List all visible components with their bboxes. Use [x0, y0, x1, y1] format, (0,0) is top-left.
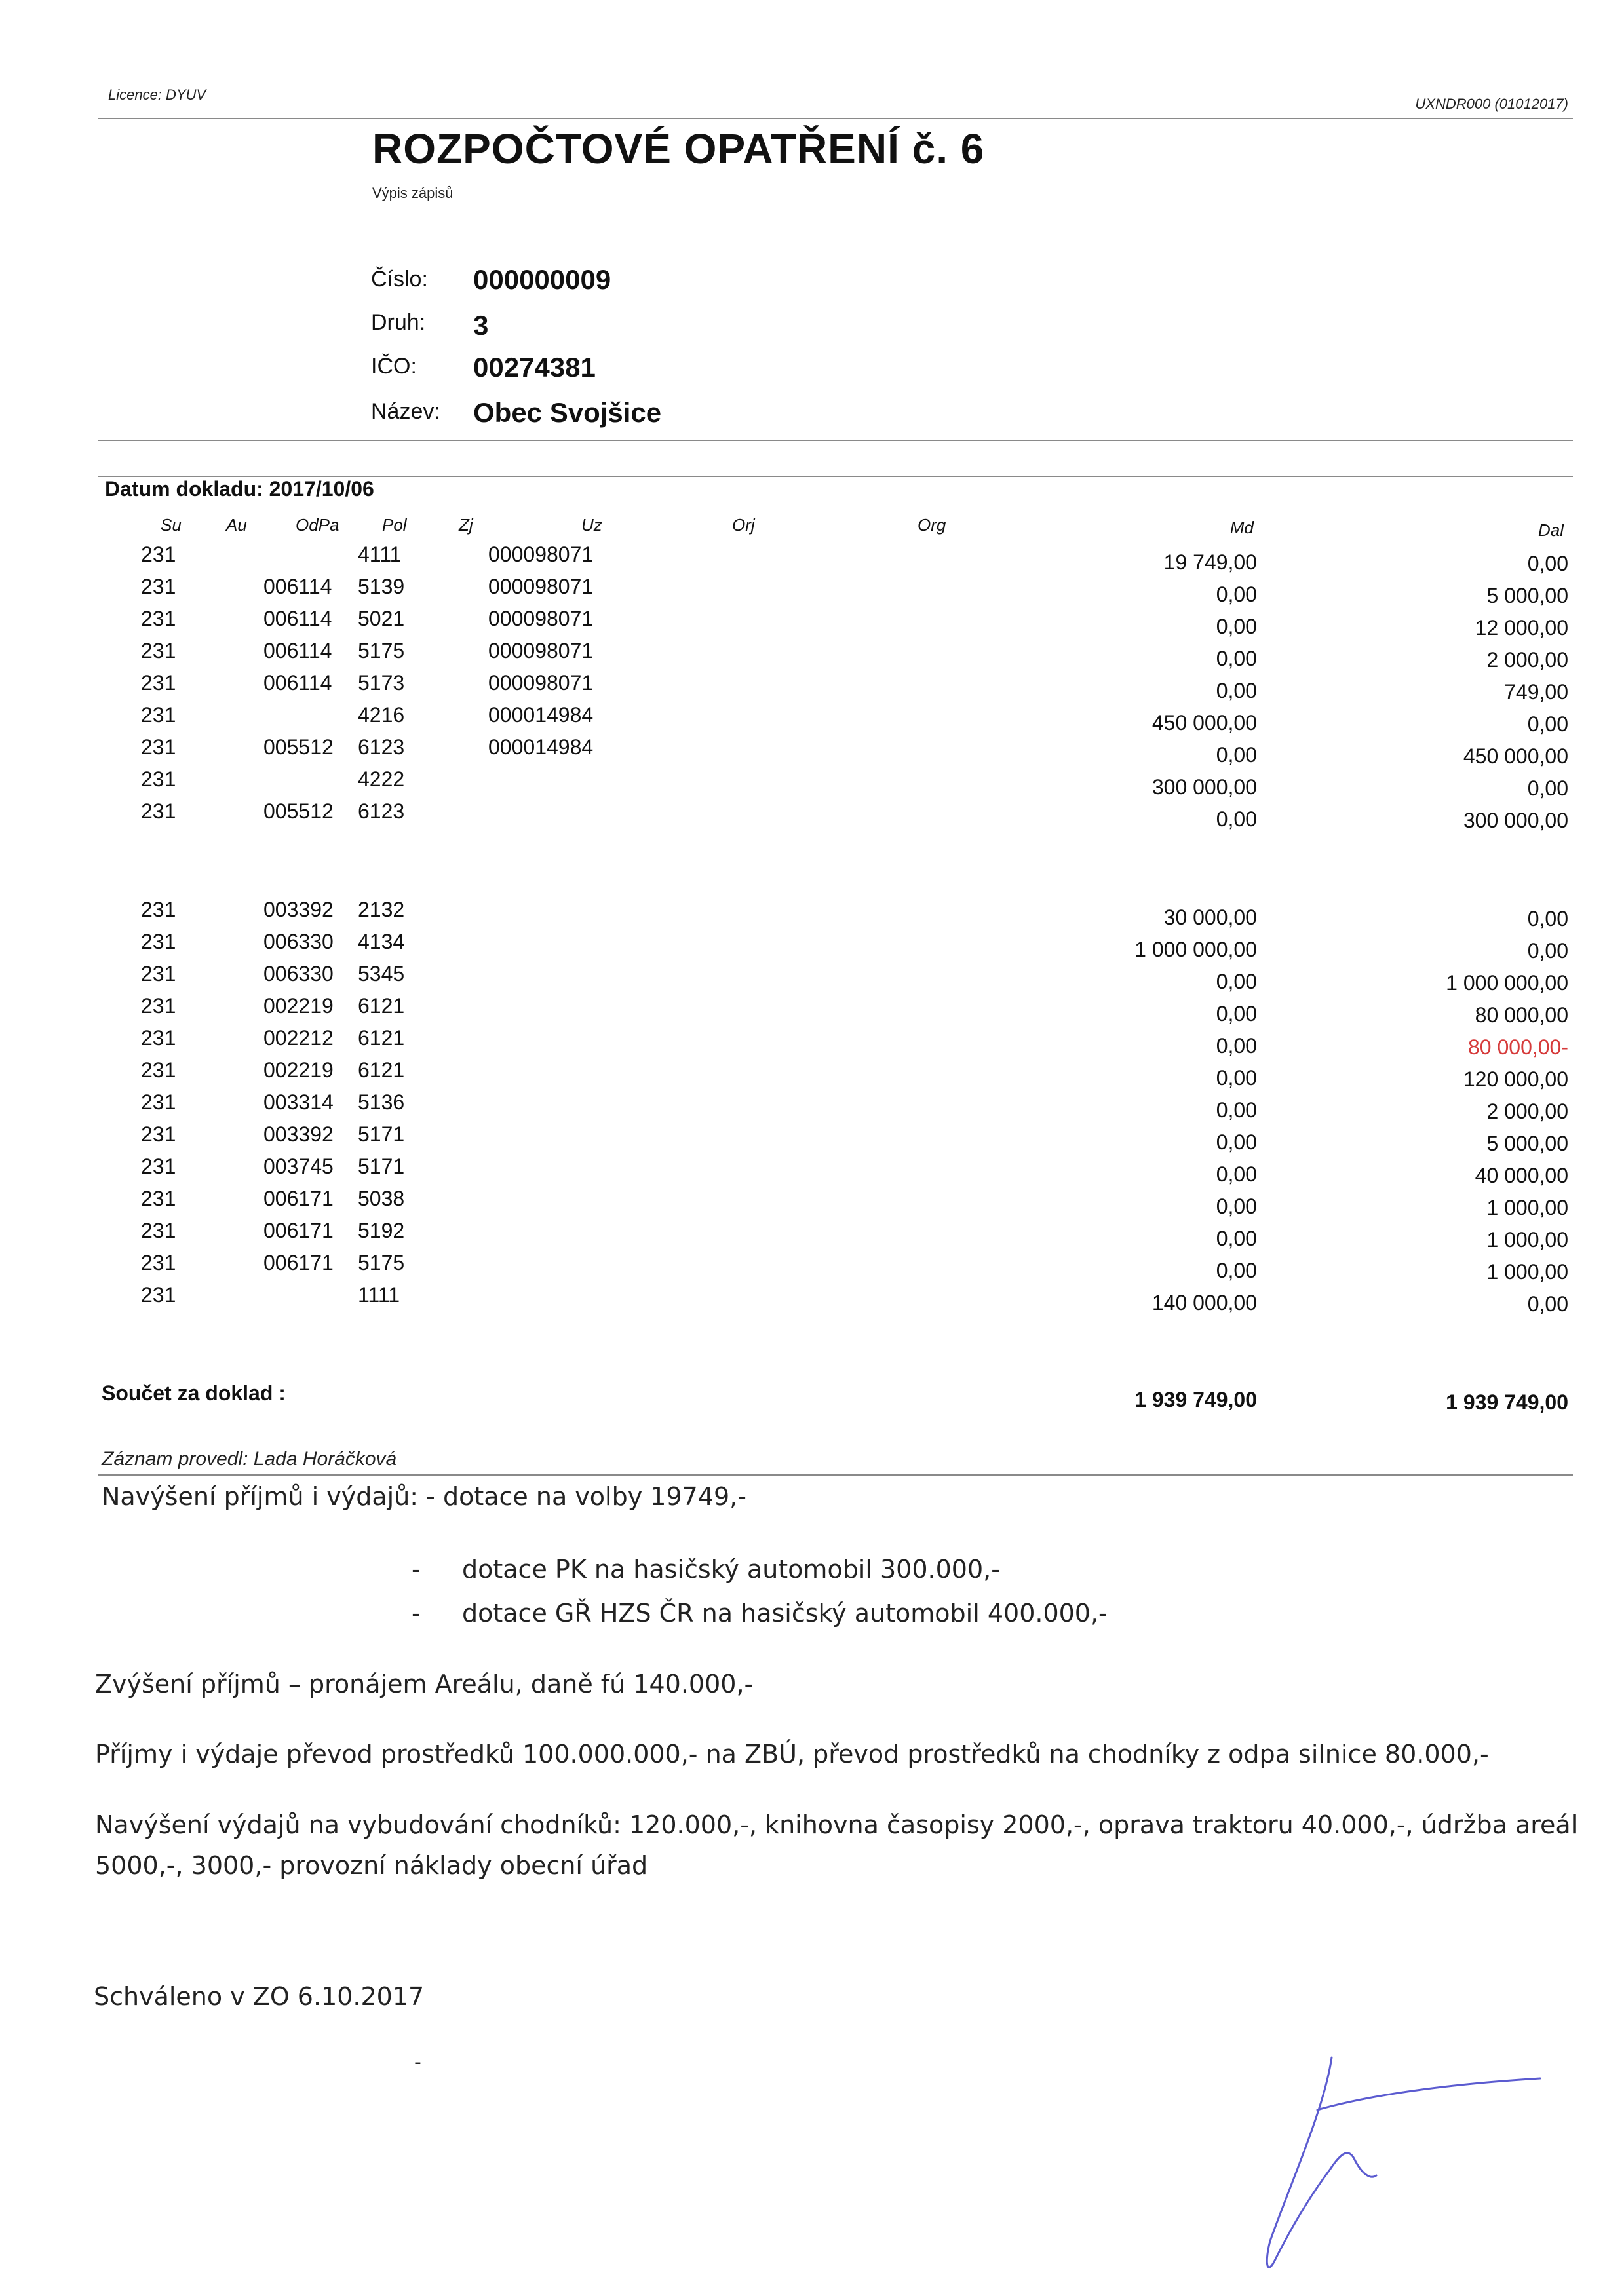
cell-dal: 450 000,00	[1463, 744, 1568, 768]
cell-odpa: 006171	[263, 1251, 334, 1274]
total-md: 1 939 749,00	[1134, 1388, 1257, 1411]
cell-odpa: 003392	[263, 1122, 334, 1146]
table-row	[0, 1090, 1624, 1122]
cell-odpa: 006114	[263, 671, 332, 695]
table-row	[0, 994, 1624, 1026]
table-row	[0, 639, 1624, 671]
cell-pol: 6121	[358, 1058, 405, 1082]
cell-pol: 4216	[358, 703, 405, 727]
cell-su: 231	[141, 767, 176, 791]
col-pol: Pol	[382, 515, 407, 535]
cell-su: 231	[141, 1058, 176, 1082]
cell-md: 0,00	[1216, 970, 1257, 993]
cell-pol: 5173	[358, 671, 405, 695]
cell-dal: 1 000 000,00	[1446, 971, 1568, 995]
signature	[1219, 2051, 1560, 2287]
cell-pol: 5192	[358, 1219, 405, 1242]
recorded-by: Záznam provedl: Lada Horáčková	[102, 1448, 397, 1470]
cell-md: 0,00	[1216, 1195, 1257, 1218]
cell-md: 0,00	[1216, 743, 1257, 767]
note-transfer: Příjmy i výdaje převod prostředků 100.000.000,- na ZBÚ, převod prostředků na chodníky z odpa silnice 80.000,-	[95, 1740, 1489, 1769]
cell-dal: 2 000,00	[1486, 1100, 1568, 1123]
cell-odpa: 006114	[263, 639, 332, 662]
table-row	[0, 1058, 1624, 1090]
cell-su: 231	[141, 703, 176, 727]
table-row	[0, 1155, 1624, 1187]
cell-pol: 5038	[358, 1187, 405, 1210]
cell-md: 0,00	[1216, 1066, 1257, 1090]
note-income: Zvýšení příjmů – pronájem Areálu, daně fú 140.000,-	[95, 1670, 754, 1698]
cell-dal: 0,00	[1527, 907, 1568, 930]
stray-dash: -	[414, 2051, 421, 2074]
col-org: Org	[918, 515, 946, 535]
cell-odpa: 005512	[263, 735, 334, 759]
page-title: ROZPOČTOVÉ OPATŘENÍ č. 6	[372, 125, 985, 172]
cell-pol: 5175	[358, 639, 405, 662]
note-bullet-1: dotace PK na hasičský automobil 300.000,-	[462, 1555, 1000, 1584]
header-rule	[98, 118, 1573, 119]
cell-odpa: 003314	[263, 1090, 334, 1114]
cell-md: 0,00	[1216, 615, 1257, 638]
page-subtitle: Výpis zápisů	[372, 185, 454, 201]
table-row	[0, 703, 1624, 735]
cell-su: 231	[141, 1122, 176, 1146]
cell-md: 0,00	[1216, 583, 1257, 606]
cell-odpa: 005512	[263, 799, 334, 823]
table-row	[0, 543, 1624, 575]
cell-odpa: 006330	[263, 962, 334, 985]
table-row	[0, 671, 1624, 703]
cell-su: 231	[141, 994, 176, 1018]
cell-md: 0,00	[1216, 679, 1257, 702]
cell-dal: 0,00	[1527, 1292, 1568, 1316]
table-row	[0, 1122, 1624, 1155]
cell-uz: 000014984	[488, 735, 594, 759]
table-row	[0, 799, 1624, 832]
col-odpa: OdPa	[296, 515, 339, 535]
cell-dal: 1 000,00	[1486, 1260, 1568, 1284]
note-expenses-1: Navýšení výdajů na vybudování chodníků: 120.000,-, knihovna časopisy 2000,-, oprava traktoru 40.000,-, údržba areál	[95, 1810, 1578, 1839]
bullet-dash: -	[412, 1599, 421, 1628]
document-date: Datum dokladu: 2017/10/06	[105, 477, 374, 501]
table-row	[0, 607, 1624, 639]
nazev-value: Obec Svojšice	[473, 397, 662, 428]
table-row	[0, 1219, 1624, 1251]
cell-md: 300 000,00	[1151, 775, 1257, 799]
cell-dal: 0,00	[1527, 776, 1568, 800]
cell-su: 231	[141, 898, 176, 921]
ico-value: 00274381	[473, 352, 596, 383]
cell-pol: 4111	[358, 543, 402, 566]
cell-dal-negative: 80 000,00-	[1467, 1035, 1568, 1059]
cell-pol: 6123	[358, 735, 405, 759]
total-label: Součet za doklad :	[102, 1381, 286, 1405]
cell-su: 231	[141, 735, 176, 759]
table-row	[0, 898, 1624, 930]
cell-su: 231	[141, 671, 176, 695]
cell-dal: 749,00	[1504, 680, 1568, 704]
cell-pol: 4134	[358, 930, 405, 953]
cell-pol: 5021	[358, 607, 405, 630]
cell-pol: 6121	[358, 1026, 405, 1050]
cell-su: 231	[141, 799, 176, 823]
cell-dal: 40 000,00	[1475, 1164, 1568, 1187]
cell-md: 0,00	[1216, 1098, 1257, 1122]
cell-md: 0,00	[1216, 1227, 1257, 1250]
meta-rule	[98, 440, 1573, 441]
cell-su: 231	[141, 962, 176, 985]
bullet-dash: -	[412, 1555, 421, 1584]
cell-pol: 5139	[358, 575, 405, 598]
cell-su: 231	[141, 1026, 176, 1050]
cell-md: 0,00	[1216, 1002, 1257, 1025]
cell-dal: 1 000,00	[1486, 1228, 1568, 1252]
table-row	[0, 962, 1624, 994]
cell-dal: 1 000,00	[1486, 1196, 1568, 1219]
druh-label: Druh:	[371, 310, 426, 335]
cell-dal: 5 000,00	[1486, 584, 1568, 607]
footer-rule	[98, 1474, 1573, 1476]
cell-pol: 6123	[358, 799, 405, 823]
table-row	[0, 1187, 1624, 1219]
cell-odpa: 006114	[263, 575, 332, 598]
cell-dal: 120 000,00	[1463, 1067, 1568, 1091]
cell-uz: 000098071	[488, 607, 594, 630]
cell-su: 231	[141, 1251, 176, 1274]
cell-su: 231	[141, 1187, 176, 1210]
cell-uz: 000098071	[488, 543, 594, 566]
cell-md: 19 749,00	[1163, 550, 1257, 574]
table-row	[0, 1283, 1624, 1315]
cell-dal: 2 000,00	[1486, 648, 1568, 672]
nazev-label: Název:	[371, 399, 440, 424]
cell-odpa: 002219	[263, 994, 334, 1018]
note-increase: Navýšení příjmů i výdajů: - dotace na volby 19749,-	[102, 1482, 746, 1511]
cell-md: 0,00	[1216, 1034, 1257, 1058]
cell-pol: 4222	[358, 767, 405, 791]
cell-pol: 1111	[358, 1283, 400, 1307]
cell-odpa: 003392	[263, 898, 334, 921]
cell-pol: 5345	[358, 962, 405, 985]
cell-pol: 6121	[358, 994, 405, 1018]
cell-odpa: 006114	[263, 607, 332, 630]
ico-label: IČO:	[371, 354, 417, 379]
cell-pol: 2132	[358, 898, 405, 921]
table-row	[0, 575, 1624, 607]
cell-su: 231	[141, 1090, 176, 1114]
cell-dal: 5 000,00	[1486, 1132, 1568, 1155]
cell-dal: 80 000,00	[1475, 1003, 1568, 1027]
cell-odpa: 002219	[263, 1058, 334, 1082]
cell-odpa: 006171	[263, 1187, 334, 1210]
total-dal: 1 939 749,00	[1446, 1390, 1568, 1414]
cell-dal: 0,00	[1527, 712, 1568, 736]
cell-su: 231	[141, 543, 176, 566]
cell-dal: 0,00	[1527, 939, 1568, 963]
cell-odpa: 003745	[263, 1155, 334, 1178]
cell-odpa: 006330	[263, 930, 334, 953]
cell-md: 450 000,00	[1151, 711, 1257, 735]
cell-md: 30 000,00	[1163, 906, 1257, 929]
cell-dal: 0,00	[1527, 552, 1568, 575]
cell-odpa: 002212	[263, 1026, 334, 1050]
cell-pol: 5171	[358, 1155, 405, 1178]
cell-dal: 300 000,00	[1463, 809, 1568, 832]
cell-uz: 000098071	[488, 639, 594, 662]
table-row	[0, 1251, 1624, 1283]
cell-su: 231	[141, 1219, 176, 1242]
cell-md: 0,00	[1216, 1162, 1257, 1186]
cell-md: 0,00	[1216, 647, 1257, 670]
cislo-value: 000000009	[473, 264, 611, 295]
note-bullet-2: dotace GŘ HZS ČR na hasičský automobil 400.000,-	[462, 1599, 1108, 1628]
table-row	[0, 767, 1624, 799]
cell-md: 1 000 000,00	[1134, 938, 1257, 961]
col-au: Au	[226, 515, 247, 535]
cell-su: 231	[141, 607, 176, 630]
col-su: Su	[161, 515, 182, 535]
col-zj: Zj	[459, 515, 473, 535]
cell-su: 231	[141, 575, 176, 598]
form-code: UXNDR000 (01012017)	[1415, 96, 1568, 112]
cell-su: 231	[141, 1155, 176, 1178]
cell-pol: 5171	[358, 1122, 405, 1146]
table-row	[0, 735, 1624, 767]
cell-uz: 000098071	[488, 671, 594, 695]
licence-label: Licence: DYUV	[108, 86, 206, 103]
col-dal: Dal	[1537, 520, 1564, 540]
approved-note: Schváleno v ZO 6.10.2017	[94, 1982, 425, 2011]
cell-odpa: 006171	[263, 1219, 334, 1242]
table-row	[0, 930, 1624, 962]
cell-su: 231	[141, 1283, 176, 1307]
cell-md: 0,00	[1216, 1259, 1257, 1282]
cell-md: 0,00	[1216, 1130, 1257, 1154]
col-uz: Uz	[581, 515, 602, 535]
table-row	[0, 1026, 1624, 1058]
cell-uz: 000014984	[488, 703, 594, 727]
cell-su: 231	[141, 639, 176, 662]
cell-pol: 5136	[358, 1090, 405, 1114]
note-expenses-2: 5000,-, 3000,- provozní náklady obecní úřad	[95, 1851, 648, 1880]
druh-value: 3	[473, 310, 489, 341]
cislo-label: Číslo:	[371, 267, 428, 292]
cell-md: 140 000,00	[1151, 1291, 1257, 1314]
cell-pol: 5175	[358, 1251, 405, 1274]
cell-su: 231	[141, 930, 176, 953]
col-orj: Orj	[732, 515, 755, 535]
cell-md: 0,00	[1216, 807, 1257, 831]
cell-uz: 000098071	[488, 575, 594, 598]
col-md: Md	[1229, 518, 1254, 537]
cell-dal: 12 000,00	[1475, 616, 1568, 640]
